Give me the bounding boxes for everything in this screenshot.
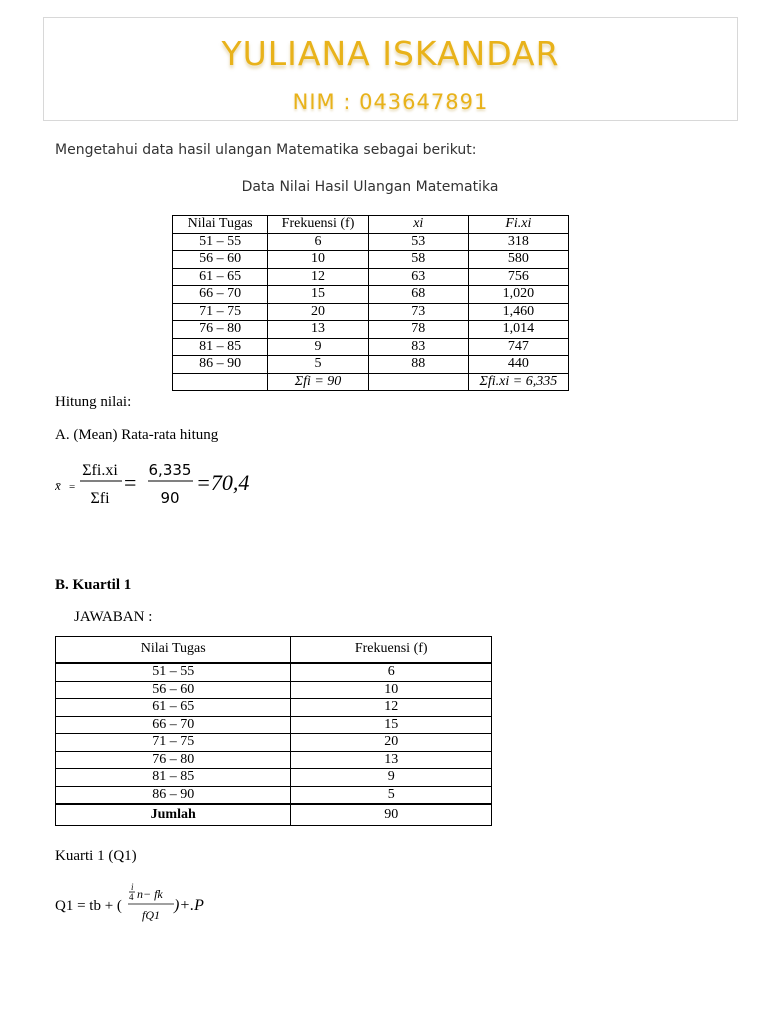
table-row [56, 681, 492, 699]
cell: 86 – 90 [173, 356, 268, 374]
mean-formula [55, 458, 315, 514]
cell: 63 [368, 268, 468, 286]
cell: 12 [291, 699, 492, 717]
header-frekuensi: Frekuensi (f) [291, 637, 492, 664]
header-box [43, 17, 738, 121]
header-frekuensi: Frekuensi (f) [268, 216, 368, 234]
cell: 1,460 [468, 303, 568, 321]
hitung-label: Hitung nilai: [55, 394, 132, 410]
cell: 5 [291, 786, 492, 804]
table-title: Data Nilai Hasil Ulangan Matematika [241, 179, 499, 195]
cell: 73 [368, 303, 468, 321]
cell: 6 [268, 233, 368, 251]
q1-lhs: Q1 = tb + ( [55, 898, 122, 914]
cell: 10 [268, 251, 368, 269]
cell: 13 [268, 321, 368, 339]
q1-formula [55, 878, 255, 928]
total-frequency: Σfi = 90 [268, 373, 368, 391]
header-fixi: Fi.xi [468, 216, 568, 234]
table-total-row [56, 804, 492, 826]
cell: 51 – 55 [56, 663, 291, 681]
table-row [173, 356, 569, 374]
cell: 81 – 85 [56, 769, 291, 787]
mean-result: =70,4 [196, 470, 250, 495]
table-row [56, 769, 492, 787]
cell: 71 – 75 [56, 734, 291, 752]
mean-num-value: 6,335 [148, 461, 192, 479]
cell: 88 [368, 356, 468, 374]
cell-empty [173, 373, 268, 391]
cell: 1,020 [468, 286, 568, 304]
table-row [173, 321, 569, 339]
cell: 1,014 [468, 321, 568, 339]
cell: 15 [291, 716, 492, 734]
frac-i: i [131, 882, 134, 892]
table-row [173, 338, 569, 356]
cell: 81 – 85 [173, 338, 268, 356]
section-b-heading: B. Kuartil 1 [55, 577, 132, 593]
cell: 318 [468, 233, 568, 251]
total-label: Jumlah [56, 804, 291, 826]
cell-empty [368, 373, 468, 391]
cell: 12 [268, 268, 368, 286]
table-row [56, 663, 492, 681]
cell: 58 [368, 251, 468, 269]
total-value: 90 [291, 804, 492, 826]
student-id: NIM : 043647891 [292, 90, 489, 114]
table-row [173, 251, 569, 269]
table-row [173, 303, 569, 321]
cell: 747 [468, 338, 568, 356]
header-nilai: Nilai Tugas [173, 216, 268, 234]
total-fixi: Σfi.xi = 6,335 [468, 373, 568, 391]
jawaban-label: JAWABAN : [74, 609, 153, 625]
cell: 61 – 65 [173, 268, 268, 286]
cell: 53 [368, 233, 468, 251]
cell: 15 [268, 286, 368, 304]
table-row [173, 233, 569, 251]
cell: 86 – 90 [56, 786, 291, 804]
table-header-row [56, 637, 492, 664]
header-xi: xi [368, 216, 468, 234]
mean-numerator: Σfi.xi [82, 462, 118, 479]
cell: 66 – 70 [56, 716, 291, 734]
table-row [56, 751, 492, 769]
q1-num-rest: n− fk [137, 887, 163, 901]
mean-eq: = [69, 481, 76, 493]
cell: 580 [468, 251, 568, 269]
table-row [173, 268, 569, 286]
cell: 756 [468, 268, 568, 286]
header-nilai: Nilai Tugas [56, 637, 291, 664]
q1-tail: )+.P [174, 897, 204, 914]
cell: 83 [368, 338, 468, 356]
mean-den-value: 90 [160, 489, 180, 507]
table-row [56, 786, 492, 804]
intro-text: Mengetahui data hasil ulangan Matematika sebagai berikut: [55, 142, 477, 158]
table-header-row [173, 216, 569, 234]
cell: 20 [291, 734, 492, 752]
cell: 5 [268, 356, 368, 374]
table-row [56, 699, 492, 717]
cell: 51 – 55 [173, 233, 268, 251]
cell: 66 – 70 [173, 286, 268, 304]
cell: 68 [368, 286, 468, 304]
cell: 9 [291, 769, 492, 787]
mean-eq2: = [124, 470, 137, 495]
kuartil-label: Kuarti 1 (Q1) [55, 848, 137, 864]
cell: 13 [291, 751, 492, 769]
cell: 6 [291, 663, 492, 681]
table-total-row [173, 373, 569, 391]
section-a-heading: A. (Mean) Rata-rata hitung [55, 427, 219, 443]
q1-den: fQ1 [142, 908, 160, 922]
table-row [173, 286, 569, 304]
mean-denominator: Σfi [90, 490, 110, 507]
cell: 440 [468, 356, 568, 374]
cell: 20 [268, 303, 368, 321]
table-row [56, 734, 492, 752]
cell: 61 – 65 [56, 699, 291, 717]
cell: 71 – 75 [173, 303, 268, 321]
cell: 78 [368, 321, 468, 339]
cell: 56 – 60 [173, 251, 268, 269]
cell: 76 – 80 [173, 321, 268, 339]
cell: 10 [291, 681, 492, 699]
table-row [56, 716, 492, 734]
cell: 56 – 60 [56, 681, 291, 699]
mean-symbol: x̄ [55, 478, 61, 493]
quartile-table [55, 636, 492, 826]
frac-4: 4 [129, 892, 134, 902]
cell: 9 [268, 338, 368, 356]
frequency-table [172, 215, 569, 391]
cell: 76 – 80 [56, 751, 291, 769]
author-name: YULIANA ISKANDAR [221, 34, 560, 73]
